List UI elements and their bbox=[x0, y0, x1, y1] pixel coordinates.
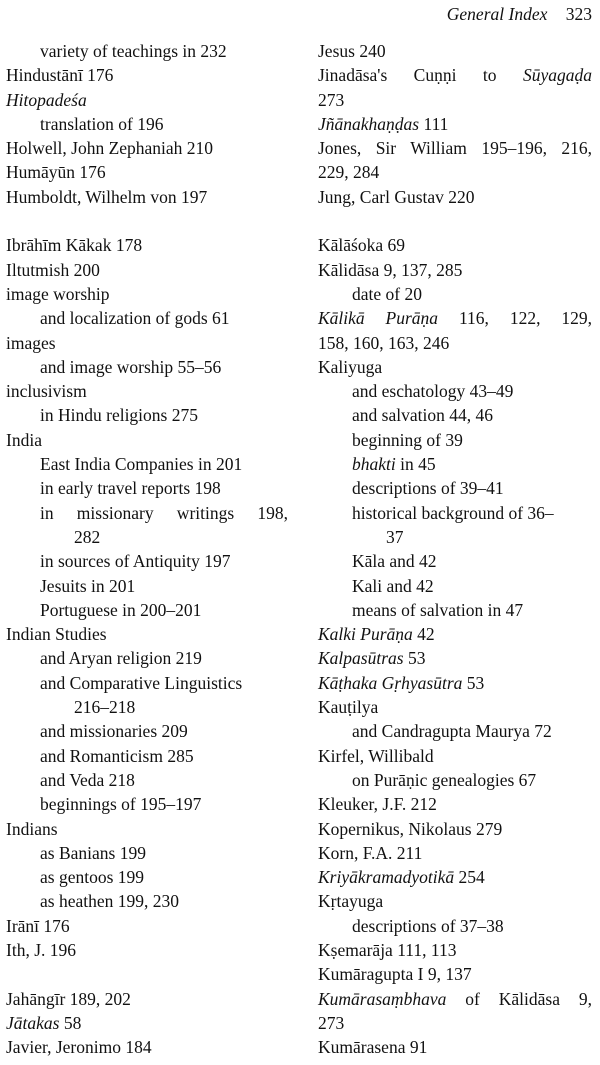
entry-pages: 53 bbox=[462, 672, 485, 693]
entry-text: Kali and 42 bbox=[352, 575, 434, 596]
entry-pages: 254 bbox=[454, 867, 485, 888]
index-entry bbox=[6, 428, 288, 452]
index-subentry bbox=[318, 452, 592, 476]
entry-text: Kṣemarāja 111, 113 bbox=[318, 939, 457, 960]
index-entry bbox=[6, 63, 288, 87]
index-entry bbox=[6, 258, 288, 282]
entry-text: East India Companies in 201 bbox=[40, 454, 243, 475]
entry-text: Humāyūn 176 bbox=[6, 162, 106, 183]
entry-text: and Comparative Linguistics bbox=[40, 672, 243, 693]
entry-text: Jahāngīr 189, 202 bbox=[6, 988, 131, 1009]
entry-text: Jones, Sir William 195–196, 216, bbox=[318, 138, 592, 159]
index-entry bbox=[318, 1035, 592, 1059]
index-subentry bbox=[318, 501, 592, 525]
index-entry bbox=[318, 258, 592, 282]
entry-text: 216–218 bbox=[74, 697, 136, 718]
index-entry bbox=[318, 185, 592, 209]
entry-title: Kāṭhaka Gṛhyasūtra bbox=[318, 672, 463, 693]
entry-text: Iltutmish 200 bbox=[6, 259, 100, 280]
index-entry bbox=[318, 646, 592, 670]
running-title: General Index bbox=[446, 4, 548, 24]
index-entry bbox=[318, 671, 592, 695]
page-number: 323 bbox=[565, 4, 592, 24]
entry-text: Kopernikus, Nikolaus 279 bbox=[318, 818, 503, 839]
entry-title: Kalki Purāṇa bbox=[318, 624, 413, 645]
entry-text: beginnings of 195–197 bbox=[40, 794, 202, 815]
entry-text: Kleuker, J.F. 212 bbox=[318, 794, 437, 815]
entry-text: image worship bbox=[6, 283, 110, 304]
entry-text: Kālidāsa 9, 137, 285 bbox=[318, 259, 463, 280]
index-subentry bbox=[6, 671, 288, 695]
entry-text: beginning of 39 bbox=[352, 429, 463, 450]
entry-text: Hitopadeśa bbox=[6, 89, 87, 110]
index-subentry bbox=[6, 744, 288, 768]
index-entry bbox=[6, 282, 288, 306]
index-subentry bbox=[6, 403, 288, 427]
entry-text: Kumārasena 91 bbox=[318, 1037, 428, 1058]
entry-text: as gentoos 199 bbox=[40, 867, 145, 888]
entry-title: Kālikā Purāṇa bbox=[318, 308, 439, 329]
index-subentry bbox=[318, 574, 592, 598]
entry-text: in sources of Antiquity 197 bbox=[40, 551, 231, 572]
entry-title: Jātakas bbox=[6, 1012, 60, 1033]
entry-text: and Veda 218 bbox=[40, 769, 135, 790]
index-entry bbox=[318, 792, 592, 816]
entry-text: Kālāśoka 69 bbox=[318, 235, 405, 256]
entry-text: and Candragupta Maurya 72 bbox=[352, 721, 552, 742]
entry-text: Irānī 176 bbox=[6, 915, 70, 936]
index-subentry bbox=[318, 476, 592, 500]
entry-text: and localization of gods 61 bbox=[40, 308, 230, 329]
entry-text: India bbox=[6, 429, 42, 450]
index-entry bbox=[318, 1011, 592, 1035]
entry-text: and Aryan religion 219 bbox=[40, 648, 202, 669]
index-entry bbox=[318, 889, 592, 913]
entry-text: descriptions of 39–41 bbox=[352, 478, 504, 499]
entry-text: and eschatology 43–49 bbox=[352, 381, 514, 402]
entry-text: Javier, Jeronimo 184 bbox=[6, 1037, 152, 1058]
index-subentry bbox=[6, 306, 288, 330]
index-subentry bbox=[6, 549, 288, 573]
entry-text: as heathen 199, 230 bbox=[40, 891, 179, 912]
index-entry bbox=[318, 865, 592, 889]
section-gap bbox=[6, 209, 288, 233]
entry-text: images bbox=[6, 332, 56, 353]
index-entry bbox=[6, 233, 288, 257]
index-entry bbox=[6, 88, 288, 112]
entry-title: Kalpasūtras bbox=[318, 648, 404, 669]
entry-text: Kauṭilya bbox=[318, 697, 379, 718]
index-subentry bbox=[6, 525, 288, 549]
entry-text: Indian Studies bbox=[6, 624, 107, 645]
index-entry bbox=[318, 331, 592, 355]
index-entry bbox=[6, 1011, 288, 1035]
entry-text: variety of teachings in 232 bbox=[40, 41, 227, 61]
index-entry bbox=[318, 744, 592, 768]
index-subentry bbox=[6, 768, 288, 792]
entry-text: Kumāragupta I 9, 137 bbox=[318, 964, 472, 985]
entry-text: Humboldt, Wilhelm von 197 bbox=[6, 186, 208, 207]
index-column-left bbox=[6, 39, 288, 1059]
index-subentry bbox=[6, 889, 288, 913]
index-subentry bbox=[6, 574, 288, 598]
entry-pages: 42 bbox=[412, 624, 435, 645]
entry-text: Portuguese in 200–201 bbox=[40, 599, 202, 620]
entry-text: descriptions of 37–38 bbox=[352, 915, 504, 936]
entry-text: Kāla and 42 bbox=[352, 551, 437, 572]
entry-text: and salvation 44, 46 bbox=[352, 405, 493, 426]
entry-text: 273 bbox=[318, 1012, 345, 1033]
entry-text: 282 bbox=[74, 526, 101, 547]
index-entry bbox=[6, 817, 288, 841]
entry-title: Sūyagaḍa bbox=[522, 65, 592, 86]
entry-text: Jung, Carl Gustav 220 bbox=[318, 186, 475, 207]
entry-text: as Banians 199 bbox=[40, 842, 146, 863]
index-entry bbox=[318, 233, 592, 257]
index-subentry bbox=[6, 112, 288, 136]
entry-pages: 111 bbox=[419, 113, 449, 134]
entry-text: means of salvation in 47 bbox=[352, 599, 524, 620]
entry-title: Jñānakhaṇḍas bbox=[318, 113, 420, 134]
entry-pages: 53 bbox=[403, 648, 426, 669]
entry-text: and missionaries 209 bbox=[40, 721, 188, 742]
entry-text: Ibrāhīm Kākak 178 bbox=[6, 235, 143, 256]
index-entry bbox=[318, 88, 592, 112]
entry-text: Indians bbox=[6, 818, 58, 839]
entry-pages: 116, 122, 129, bbox=[438, 308, 592, 329]
entry-title: Kriyākramadyotikā bbox=[318, 867, 455, 888]
entry-text: 158, 160, 163, 246 bbox=[318, 332, 450, 353]
entry-text: in Hindu religions 275 bbox=[40, 405, 198, 426]
index-subentry bbox=[318, 768, 592, 792]
index-subentry bbox=[6, 646, 288, 670]
index-entry bbox=[318, 306, 592, 330]
entry-text: Jesus 240 bbox=[318, 41, 386, 61]
entry-text: translation of 196 bbox=[40, 113, 164, 134]
index-entry bbox=[318, 938, 592, 962]
entry-text: and Romanticism 285 bbox=[40, 745, 194, 766]
entry-title: bhakti bbox=[352, 454, 396, 475]
index-subentry bbox=[6, 501, 288, 525]
index-subentry bbox=[318, 282, 592, 306]
entry-text: 37 bbox=[386, 526, 404, 547]
index-subentry bbox=[6, 452, 288, 476]
entry-text: Hindustānī 176 bbox=[6, 65, 114, 86]
index-entry bbox=[318, 987, 592, 1011]
entry-text: 273 bbox=[318, 89, 345, 110]
index-entry bbox=[6, 185, 288, 209]
index-entry bbox=[6, 136, 288, 160]
index-subentry bbox=[318, 598, 592, 622]
index-entry bbox=[318, 63, 592, 87]
entry-pages: in 45 bbox=[395, 454, 436, 475]
entry-text: in early travel reports 198 bbox=[40, 478, 221, 499]
index-subentry bbox=[6, 792, 288, 816]
index-entry bbox=[318, 112, 592, 136]
entry-text: 229, 284 bbox=[318, 162, 380, 183]
index-subentry bbox=[318, 379, 592, 403]
entry-text: in missionary writings 198, bbox=[40, 502, 288, 523]
entry-text: Kṛtayuga bbox=[318, 891, 384, 912]
index-subentry bbox=[318, 525, 592, 549]
entry-text: inclusivism bbox=[6, 381, 87, 402]
index-subentry bbox=[318, 403, 592, 427]
index-entry bbox=[6, 379, 288, 403]
entry-text: Ith, J. 196 bbox=[6, 939, 76, 960]
index-entry bbox=[6, 622, 288, 646]
index-column-right bbox=[318, 39, 592, 1059]
entry-text: and image worship 55–56 bbox=[40, 356, 222, 377]
index-subentry bbox=[318, 549, 592, 573]
entry-title: Kumārasaṃbhava bbox=[318, 988, 447, 1009]
entry-text-pre: Jinadāsa's Cuṇṇi to bbox=[318, 65, 523, 86]
index-entry bbox=[318, 622, 592, 646]
index-entry bbox=[6, 938, 288, 962]
index-entry bbox=[318, 817, 592, 841]
index-subentry bbox=[6, 719, 288, 743]
index-subentry bbox=[6, 39, 288, 63]
index-subentry bbox=[6, 355, 288, 379]
entry-text: Korn, F.A. 211 bbox=[318, 842, 423, 863]
entry-pages: 58 bbox=[59, 1012, 82, 1033]
index-entry bbox=[318, 136, 592, 160]
entry-text: Jesuits in 201 bbox=[40, 575, 136, 596]
index-entry bbox=[6, 987, 288, 1011]
entry-text: Kaliyuga bbox=[318, 356, 383, 377]
index-entry bbox=[318, 695, 592, 719]
index-subentry bbox=[6, 865, 288, 889]
index-entry bbox=[6, 160, 288, 184]
entry-text: historical background of 36– bbox=[352, 502, 554, 523]
section-gap bbox=[6, 962, 288, 986]
index-entry bbox=[318, 355, 592, 379]
entry-text: on Purāṇic genealogies 67 bbox=[352, 769, 537, 790]
entry-text: Kirfel, Willibald bbox=[318, 745, 434, 766]
index-subentry bbox=[6, 476, 288, 500]
index-subentry bbox=[318, 719, 592, 743]
index-entry bbox=[6, 331, 288, 355]
index-entry bbox=[6, 1035, 288, 1059]
index-entry bbox=[318, 160, 592, 184]
index-subentry bbox=[318, 914, 592, 938]
index-subentry bbox=[6, 695, 288, 719]
index-subentry bbox=[6, 841, 288, 865]
index-subentry bbox=[6, 598, 288, 622]
entry-pages: of Kālidāsa 9, bbox=[446, 988, 592, 1009]
index-entry bbox=[318, 841, 592, 865]
running-header bbox=[447, 4, 592, 25]
index-entry bbox=[318, 39, 592, 63]
index-entry bbox=[6, 914, 288, 938]
index-subentry bbox=[318, 428, 592, 452]
entry-text: date of 20 bbox=[352, 283, 422, 304]
section-gap bbox=[318, 209, 592, 233]
entry-text: Holwell, John Zephaniah 210 bbox=[6, 138, 214, 159]
index-entry bbox=[318, 962, 592, 986]
